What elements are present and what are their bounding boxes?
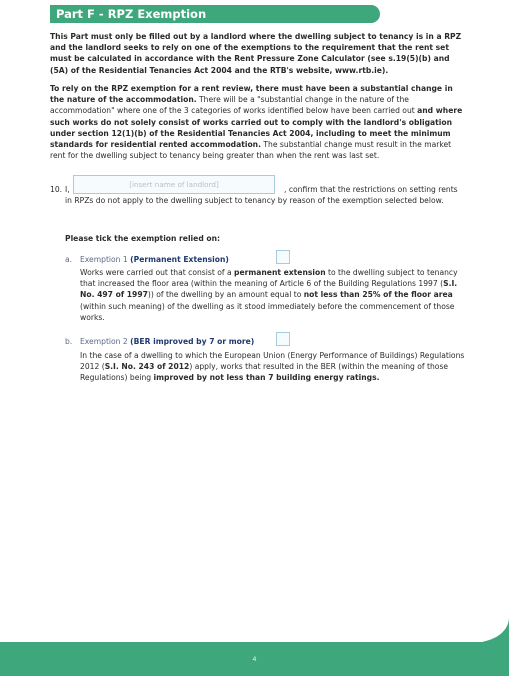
exemption-1-letter: a. (65, 255, 73, 264)
explanation-text-end: The substantial change must result in the market rent for the dwelling subject to tenancy being greater than when the rent was last set. (50, 140, 452, 161)
landlord-name-field[interactable] (73, 175, 275, 194)
page-number: 4 (252, 655, 257, 663)
footer-curve-shape (470, 617, 509, 643)
ex2-d2: S.I. No. 243 of 2012 (104, 362, 190, 372)
ex1-d2: permanent extension (234, 268, 326, 277)
question-line2: in RPZs do not apply to the dwelling subject to tenancy by reason of the exemption selected below. (65, 196, 444, 205)
intro-paragraph: This Part must only be filled out by a landlord where the dwelling subject to tenancy is in a RPZ and the landlord seeks to rely on one of the exemptions to the requirement that the rent set must be calculated in accordance with the Rent Pressure Zone Calculator (see s.19(5)(b) and (5A) of the Residential Tenancies Act 2004 and the RTB's website, www.rtb.ie). (50, 32, 462, 75)
ex1-d4: S.I. No. 497 of 1997 (80, 279, 458, 300)
exemption-1-label-bold: (Permanent Extension) (130, 255, 229, 264)
exemption-2-checkbox[interactable] (276, 332, 290, 346)
ex1-d7: (within such meaning) of the dwelling as it stood immediately before the commencement of those works. (80, 301, 455, 322)
section-header-banner (50, 5, 380, 23)
question-number: 10. (50, 185, 63, 194)
ex1-d5: )) of the dwelling by an amount equal to (147, 290, 304, 300)
exemption-2-letter: b. (65, 337, 73, 346)
ex1-d3: to the dwelling subject to tenancy that increased the floor area (within the meaning of Article 6 of the Building Regulations 1997 ( (80, 268, 458, 289)
exemption-2-label-bold: (BER improved by 7 or more) (130, 337, 255, 346)
rpz-exemption-explanation (50, 83, 465, 161)
exemption-1-description (80, 267, 465, 323)
exemption-1-checkbox[interactable] (276, 250, 290, 264)
exemption-1-label-text: Exemption 1 (80, 255, 131, 264)
exemption-2-label-text: Exemption 2 (80, 337, 131, 346)
question-prefix: I, (65, 185, 70, 194)
exemption-2-description (80, 350, 465, 384)
ex2-d3: ) apply, works that resulted in the BER (within the meaning of those Regulations) being (80, 362, 449, 383)
ex2-d1: In the case of a dwelling to which the European Union (Energy Performance of Buildings) Regulations 2012 ( (80, 351, 465, 372)
ex1-d1: Works were carried out that consist of a (80, 268, 235, 277)
footer-curve-decoration (470, 617, 509, 643)
ex2-d4: improved by not less than 7 building energy ratings. (153, 373, 380, 383)
ex1-d6: not less than 25% of the floor area (303, 290, 453, 300)
explanation-text: There will be a "substantial change in the nature of the accommodation" where one of the 3 categories of works identified below have been carried out (50, 95, 418, 116)
question-suffix: , confirm that the restrictions on setting rents (284, 185, 458, 194)
exemption-2-label (80, 336, 254, 347)
tick-heading: Please tick the exemption relied on: (65, 234, 221, 243)
section-title: Part F - RPZ Exemption (56, 7, 207, 21)
explanation-bold-lead: To rely on the RPZ exemption for a rent review, there must have been a substantial change in the nature of the accommodation. (50, 84, 453, 105)
exemption-1-label (80, 254, 229, 265)
explanation-bold-condition: and where such works do not solely consist of works carried out to comply with the landlord's obligation under section 12(1)(b) of the Residential Tenancies Act 2004, including to meet the minimum standards for residential rented accommodation. (50, 106, 463, 150)
